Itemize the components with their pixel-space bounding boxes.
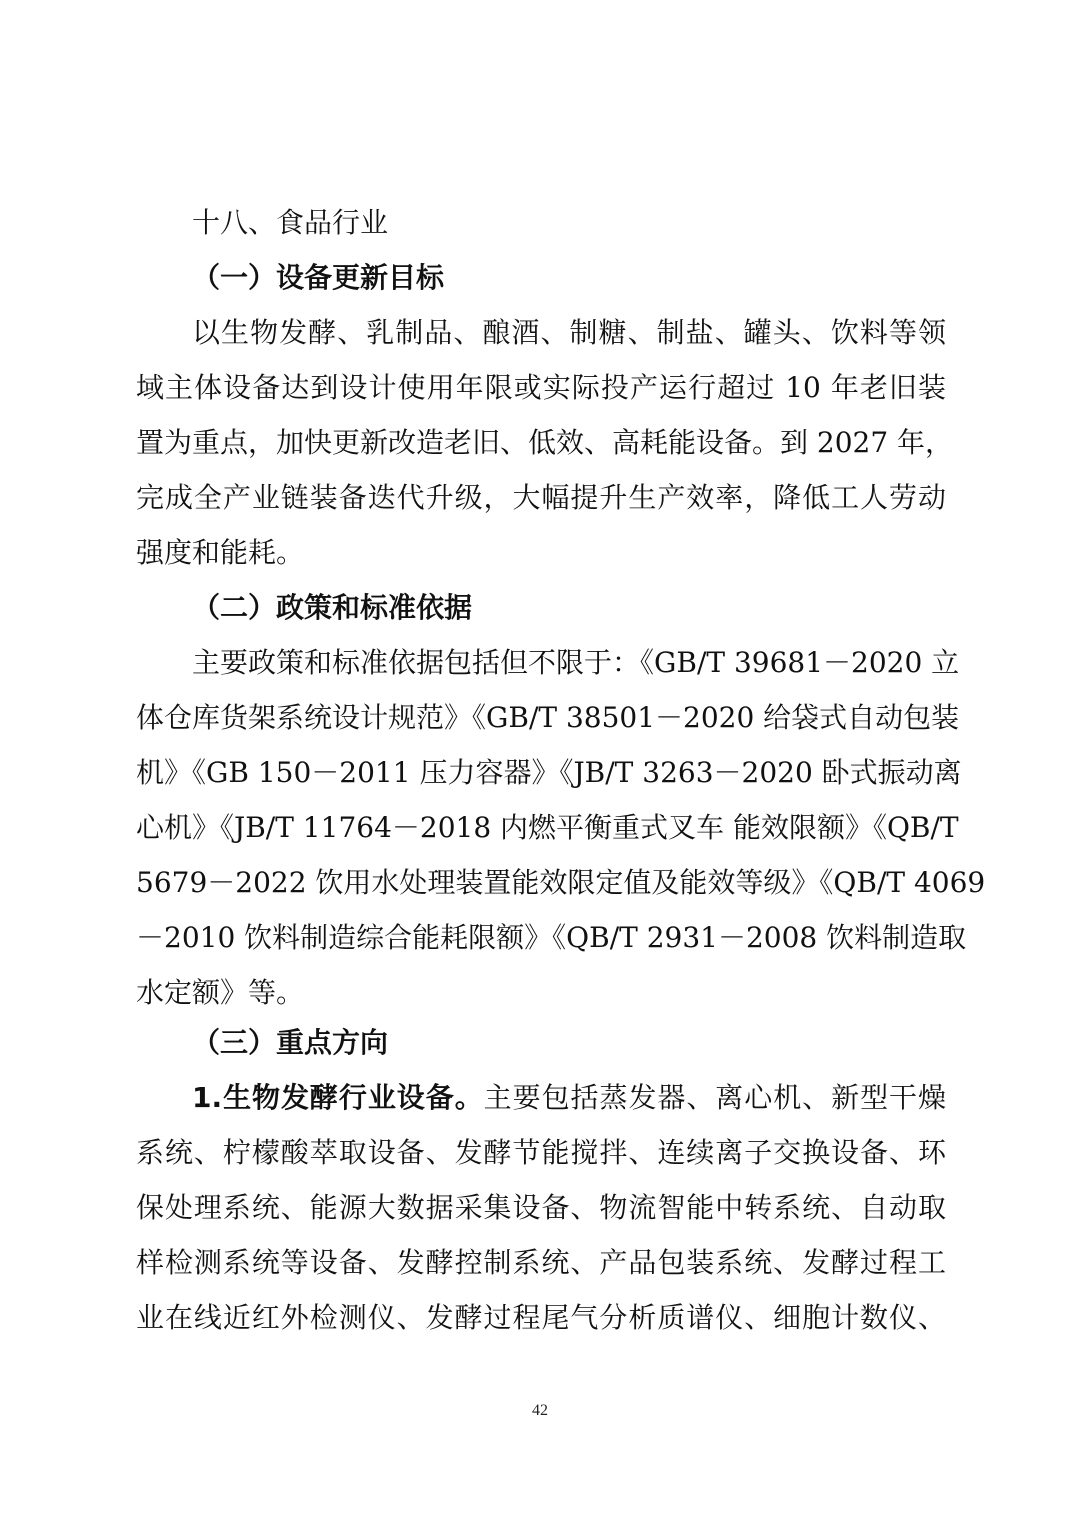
page-number: 42 <box>532 1402 548 1419</box>
paragraph-line: 置为重点，加快更新改造老旧、低效、高耗能设备。到 2027 年， <box>136 426 954 459</box>
subsection-heading-targets: （一）设备更新目标 <box>192 261 445 294</box>
paragraph-line: 主要政策和标准依据包括但不限于：《GB/T 39681－2020 立 <box>192 646 960 679</box>
subsection-heading-focus: （三）重点方向 <box>192 1026 389 1059</box>
paragraph-line: 以生物发酵、乳制品、酿酒、制糖、制盐、罐头、饮料等领 <box>192 316 946 349</box>
paragraph-line: 业在线近红外检测仪、发酵过程尾气分析质谱仪、细胞计数仪、 <box>136 1301 946 1334</box>
paragraph-line: 体仓库货架系统设计规范》《GB/T 38501－2020 给袋式自动包装 <box>136 701 960 734</box>
item-text: 主要包括蒸发器、离心机、新型干燥 <box>483 1081 946 1114</box>
paragraph-line: 样检测系统等设备、发酵控制系统、产品包装系统、发酵过程工 <box>136 1246 946 1279</box>
paragraph-line: －2010 饮料制造综合能耗限额》《QB/T 2931－2008 饮料制造取 <box>136 921 967 954</box>
paragraph-line: 完成全产业链装备迭代升级，大幅提升生产效率，降低工人劳动 <box>136 481 946 514</box>
paragraph-line: 机》《GB 150－2011 压力容器》《JB/T 3263－2020 卧式振动离 <box>136 756 962 789</box>
paragraph-line: 保处理系统、能源大数据采集设备、物流智能中转系统、自动取 <box>136 1191 946 1224</box>
subsection-heading-policy: （二）政策和标准依据 <box>192 591 473 624</box>
paragraph-line: 域主体设备达到设计使用年限或实际投产运行超过 10 年老旧装 <box>136 371 946 404</box>
paragraph-line: 心机》《JB/T 11764－2018 内燃平衡重式叉车 能效限额》《QB/T <box>136 811 959 844</box>
paragraph-line: 5679－2022 饮用水处理装置能效限定值及能效等级》《QB/T 4069 <box>136 866 986 899</box>
section-title: 十八、食品行业 <box>192 206 389 239</box>
item-lead: 1.生物发酵行业设备。 <box>192 1081 484 1114</box>
paragraph-line: 水定额》等。 <box>136 976 305 1009</box>
paragraph-line: 强度和能耗。 <box>136 536 305 569</box>
item-first-line <box>192 1080 946 1116</box>
paragraph-line: 系统、柠檬酸萃取设备、发酵节能搅拌、连续离子交换设备、环 <box>136 1136 946 1169</box>
